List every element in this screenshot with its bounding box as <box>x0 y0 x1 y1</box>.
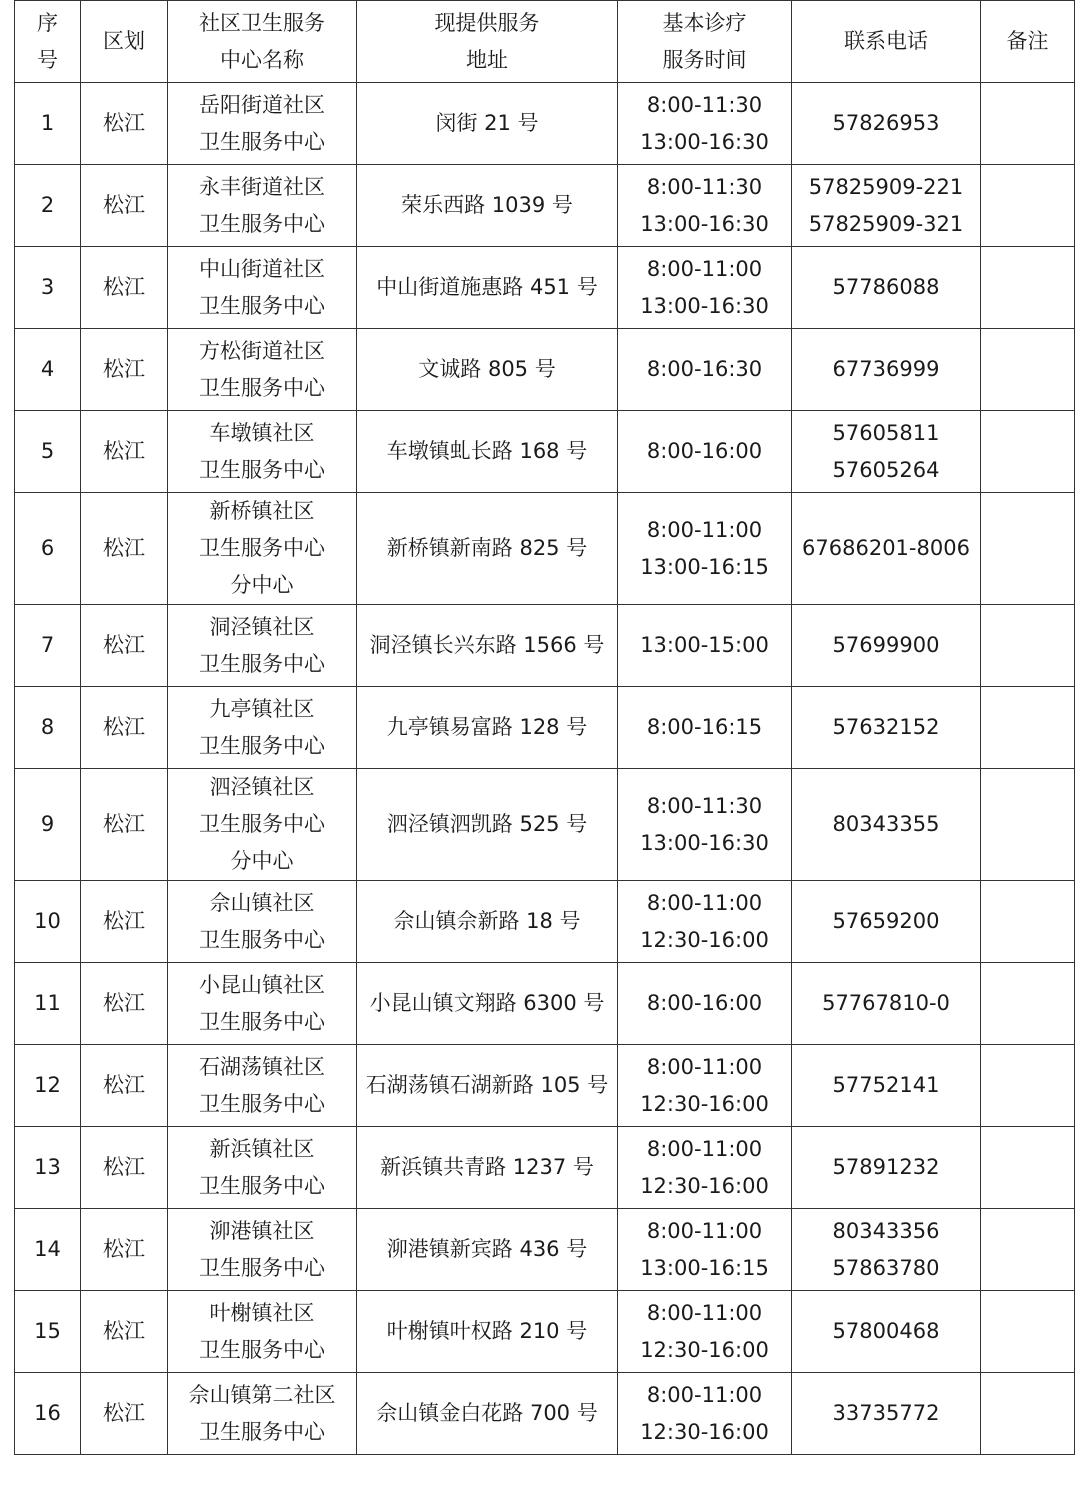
service-center-table <box>14 0 1075 1455</box>
document-page <box>14 0 1074 1455</box>
cell-hours-line: 13:00-16:15 <box>640 554 769 579</box>
cell-phone-line: 33735772 <box>832 1401 940 1425</box>
cell-center-name-line: 卫生服务中心 <box>199 211 325 236</box>
cell-center-name-line: 卫生服务中心 <box>199 1337 325 1362</box>
header-center-name-line: 社区卫生服务 <box>199 10 325 35</box>
cell-phone <box>792 605 981 687</box>
cell-address: 新浜镇共青路 1237 号 <box>357 1127 618 1209</box>
table-row <box>15 605 1075 687</box>
cell-center-name-line: 新桥镇社区 <box>209 499 315 523</box>
cell-hours-line: 8:00-16:00 <box>646 991 763 1015</box>
cell-center-name-line: 方松街道社区 <box>199 338 325 363</box>
cell-phone-line: 57825909-321 <box>808 211 964 236</box>
cell-district: 松江 <box>81 247 168 329</box>
cell-address: 中山街道施惠路 451 号 <box>357 247 618 329</box>
cell-district: 松江 <box>81 493 168 605</box>
cell-address: 佘山镇金白花路 700 号 <box>357 1373 618 1455</box>
cell-phone <box>792 1045 981 1127</box>
cell-center-name-line: 卫生服务中心 <box>199 536 325 560</box>
cell-hours-line: 12:30-16:00 <box>640 1173 769 1198</box>
cell-hours <box>618 963 792 1045</box>
cell-hours <box>618 83 792 165</box>
cell-center-name-line: 泖港镇社区 <box>209 1218 315 1243</box>
cell-center-name-line: 卫生服务中心 <box>199 1091 325 1116</box>
cell-note <box>981 247 1075 329</box>
cell-phone-line: 67736999 <box>832 357 940 381</box>
cell-center-name-line: 卫生服务中心 <box>199 1255 325 1280</box>
header-center-name-line: 中心名称 <box>220 47 304 72</box>
cell-phone <box>792 329 981 411</box>
cell-hours-line: 8:00-11:00 <box>646 517 763 542</box>
cell-hours-line: 12:30-16:00 <box>640 927 769 952</box>
cell-hours <box>618 1373 792 1455</box>
cell-district: 松江 <box>81 411 168 493</box>
cell-hours <box>618 1209 792 1291</box>
cell-note <box>981 605 1075 687</box>
cell-address: 文诚路 805 号 <box>357 329 618 411</box>
cell-district: 松江 <box>81 963 168 1045</box>
cell-address: 叶榭镇叶权路 210 号 <box>357 1291 618 1373</box>
cell-hours <box>618 493 792 605</box>
cell-district: 松江 <box>81 165 168 247</box>
cell-phone-line: 57786088 <box>832 275 940 299</box>
header-note <box>981 1 1075 83</box>
cell-phone-line: 57699900 <box>832 633 940 657</box>
cell-phone-line: 57800468 <box>832 1319 940 1343</box>
cell-hours <box>618 1045 792 1127</box>
cell-hours <box>618 769 792 881</box>
cell-no: 10 <box>15 881 81 963</box>
cell-center-name-line: 卫生服务中心 <box>199 812 325 836</box>
cell-hours-line: 8:00-11:00 <box>646 1136 763 1161</box>
cell-no: 12 <box>15 1045 81 1127</box>
cell-center-name <box>168 493 357 605</box>
cell-hours-line: 8:00-11:30 <box>646 174 763 199</box>
cell-note <box>981 329 1075 411</box>
cell-phone <box>792 963 981 1045</box>
header-no <box>15 1 81 83</box>
cell-note <box>981 1291 1075 1373</box>
cell-hours <box>618 605 792 687</box>
cell-phone-line: 57605811 <box>832 420 940 445</box>
cell-center-name-line: 卫生服务中心 <box>199 457 325 482</box>
cell-hours <box>618 165 792 247</box>
cell-no: 14 <box>15 1209 81 1291</box>
cell-address: 洞泾镇长兴东路 1566 号 <box>357 605 618 687</box>
cell-address: 九亭镇易富路 128 号 <box>357 687 618 769</box>
cell-center-name <box>168 165 357 247</box>
cell-no: 15 <box>15 1291 81 1373</box>
header-center-name <box>168 1 357 83</box>
cell-phone-line: 57752141 <box>832 1073 940 1097</box>
table-row <box>15 1127 1075 1209</box>
table-header-row <box>15 1 1075 83</box>
cell-no: 11 <box>15 963 81 1045</box>
cell-district: 松江 <box>81 1045 168 1127</box>
cell-hours-line: 8:00-11:30 <box>646 793 763 818</box>
table-row <box>15 1209 1075 1291</box>
table-row <box>15 247 1075 329</box>
cell-address: 泖港镇新宾路 436 号 <box>357 1209 618 1291</box>
cell-hours-line: 8:00-11:00 <box>646 1382 763 1407</box>
table-row <box>15 1373 1075 1455</box>
cell-center-name-line: 卫生服务中心 <box>199 293 325 318</box>
cell-hours-line: 8:00-11:00 <box>646 890 763 915</box>
cell-center-name <box>168 1127 357 1209</box>
cell-phone-line: 80343355 <box>832 812 940 836</box>
header-hours-line: 基本诊疗 <box>662 10 747 35</box>
cell-no: 3 <box>15 247 81 329</box>
cell-center-name-line: 分中心 <box>230 849 294 873</box>
cell-hours <box>618 1291 792 1373</box>
cell-center-name-line: 卫生服务中心 <box>199 1009 325 1034</box>
table-body <box>15 83 1075 1455</box>
cell-hours-line: 8:00-16:15 <box>646 715 763 739</box>
cell-address: 荣乐西路 1039 号 <box>357 165 618 247</box>
cell-no: 5 <box>15 411 81 493</box>
cell-note <box>981 1045 1075 1127</box>
table-row <box>15 769 1075 881</box>
header-phone-line: 联系电话 <box>844 29 928 53</box>
header-hours <box>618 1 792 83</box>
cell-hours-line: 13:00-16:15 <box>640 1255 769 1280</box>
cell-no: 16 <box>15 1373 81 1455</box>
cell-phone-line: 57605264 <box>832 457 940 482</box>
cell-center-name-line: 洞泾镇社区 <box>209 614 315 639</box>
cell-address: 小昆山镇文翔路 6300 号 <box>357 963 618 1045</box>
cell-center-name <box>168 769 357 881</box>
cell-district: 松江 <box>81 1291 168 1373</box>
cell-center-name-line: 佘山镇社区 <box>209 890 315 915</box>
cell-address: 泗泾镇泗凯路 525 号 <box>357 769 618 881</box>
cell-center-name-line: 卫生服务中心 <box>199 1419 325 1444</box>
cell-phone <box>792 493 981 605</box>
table-row <box>15 493 1075 605</box>
cell-center-name <box>168 605 357 687</box>
cell-district: 松江 <box>81 769 168 881</box>
cell-no: 8 <box>15 687 81 769</box>
cell-hours-line: 8:00-16:00 <box>646 439 763 463</box>
cell-center-name-line: 叶榭镇社区 <box>209 1300 315 1325</box>
cell-hours-line: 13:00-16:30 <box>640 129 769 154</box>
cell-hours-line: 8:00-11:00 <box>646 256 763 281</box>
cell-hours-line: 8:00-11:00 <box>646 1054 763 1079</box>
cell-note <box>981 83 1075 165</box>
cell-note <box>981 881 1075 963</box>
cell-address: 石湖荡镇石湖新路 105 号 <box>357 1045 618 1127</box>
cell-center-name-line: 永丰街道社区 <box>199 174 325 199</box>
cell-address: 闵街 21 号 <box>357 83 618 165</box>
cell-district: 松江 <box>81 605 168 687</box>
cell-note <box>981 411 1075 493</box>
cell-district: 松江 <box>81 1209 168 1291</box>
cell-phone-line: 57767810-0 <box>822 991 950 1015</box>
cell-center-name <box>168 1045 357 1127</box>
cell-phone-line: 80343356 <box>832 1218 940 1243</box>
cell-note <box>981 165 1075 247</box>
cell-hours-line: 13:00-16:30 <box>640 211 769 236</box>
header-district <box>81 1 168 83</box>
cell-no: 4 <box>15 329 81 411</box>
cell-note <box>981 1127 1075 1209</box>
cell-note <box>981 1373 1075 1455</box>
cell-phone-line: 67686201-8006 <box>802 536 970 560</box>
cell-center-name-line: 新浜镇社区 <box>209 1136 315 1161</box>
cell-center-name-line: 卫生服务中心 <box>199 129 325 154</box>
cell-address: 新桥镇新南路 825 号 <box>357 493 618 605</box>
header-note-line: 备注 <box>1006 29 1049 53</box>
cell-center-name-line: 卫生服务中心 <box>199 651 325 676</box>
cell-hours-line: 12:30-16:00 <box>640 1419 769 1444</box>
cell-center-name <box>168 83 357 165</box>
cell-hours <box>618 329 792 411</box>
cell-center-name <box>168 687 357 769</box>
cell-center-name-line: 卫生服务中心 <box>199 1173 325 1198</box>
table-row <box>15 329 1075 411</box>
cell-center-name-line: 岳阳街道社区 <box>199 92 325 117</box>
cell-center-name-line: 车墩镇社区 <box>209 420 315 445</box>
cell-hours-line: 12:30-16:00 <box>640 1091 769 1116</box>
cell-district: 松江 <box>81 1127 168 1209</box>
cell-hours-line: 13:00-15:00 <box>640 633 769 657</box>
cell-center-name-line: 小昆山镇社区 <box>199 972 325 997</box>
header-address-line: 现提供服务 <box>434 10 540 35</box>
header-district-line: 区划 <box>103 29 145 53</box>
cell-district: 松江 <box>81 83 168 165</box>
cell-district: 松江 <box>81 687 168 769</box>
cell-hours-line: 13:00-16:30 <box>640 293 769 318</box>
cell-note <box>981 769 1075 881</box>
cell-hours <box>618 881 792 963</box>
cell-hours-line: 8:00-16:30 <box>646 357 763 381</box>
cell-no: 1 <box>15 83 81 165</box>
cell-center-name-line: 卫生服务中心 <box>199 927 325 952</box>
cell-center-name <box>168 1291 357 1373</box>
cell-hours <box>618 247 792 329</box>
cell-phone <box>792 165 981 247</box>
cell-center-name-line: 中山街道社区 <box>199 256 325 281</box>
table-row <box>15 411 1075 493</box>
cell-center-name <box>168 411 357 493</box>
cell-hours <box>618 687 792 769</box>
cell-hours <box>618 411 792 493</box>
cell-center-name-line: 佘山镇第二社区 <box>188 1382 336 1407</box>
cell-hours <box>618 1127 792 1209</box>
cell-center-name <box>168 881 357 963</box>
cell-note <box>981 963 1075 1045</box>
cell-center-name-line: 卫生服务中心 <box>199 733 325 758</box>
table-row <box>15 165 1075 247</box>
cell-note <box>981 687 1075 769</box>
table-row <box>15 1291 1075 1373</box>
header-no-line: 序 <box>37 10 58 35</box>
cell-address: 车墩镇虬长路 168 号 <box>357 411 618 493</box>
cell-phone-line: 57826953 <box>832 111 940 135</box>
cell-center-name-line: 分中心 <box>230 573 294 597</box>
cell-district: 松江 <box>81 329 168 411</box>
cell-center-name <box>168 963 357 1045</box>
table-row <box>15 881 1075 963</box>
cell-phone <box>792 1373 981 1455</box>
cell-center-name <box>168 247 357 329</box>
cell-address: 佘山镇佘新路 18 号 <box>357 881 618 963</box>
cell-center-name <box>168 1209 357 1291</box>
header-address <box>357 1 618 83</box>
cell-center-name-line: 卫生服务中心 <box>199 375 325 400</box>
cell-phone <box>792 881 981 963</box>
cell-center-name-line: 九亭镇社区 <box>209 696 315 721</box>
cell-hours-line: 12:30-16:00 <box>640 1337 769 1362</box>
cell-phone <box>792 1209 981 1291</box>
cell-no: 13 <box>15 1127 81 1209</box>
cell-hours-line: 8:00-11:00 <box>646 1300 763 1325</box>
cell-phone-line: 57659200 <box>832 909 940 933</box>
table-row <box>15 1045 1075 1127</box>
cell-no: 9 <box>15 769 81 881</box>
cell-phone <box>792 1127 981 1209</box>
cell-phone-line: 57863780 <box>832 1255 940 1280</box>
table-row <box>15 963 1075 1045</box>
cell-phone-line: 57632152 <box>832 715 940 739</box>
cell-hours-line: 8:00-11:00 <box>646 1218 763 1243</box>
cell-phone <box>792 687 981 769</box>
cell-phone <box>792 411 981 493</box>
cell-hours-line: 8:00-11:30 <box>646 92 763 117</box>
cell-center-name-line: 石湖荡镇社区 <box>199 1054 325 1079</box>
cell-no: 7 <box>15 605 81 687</box>
cell-center-name <box>168 1373 357 1455</box>
cell-no: 2 <box>15 165 81 247</box>
cell-district: 松江 <box>81 881 168 963</box>
cell-hours-line: 13:00-16:30 <box>640 830 769 855</box>
cell-note <box>981 1209 1075 1291</box>
table-row <box>15 83 1075 165</box>
cell-phone-line: 57891232 <box>832 1155 940 1179</box>
header-hours-line: 服务时间 <box>662 47 747 72</box>
cell-phone <box>792 769 981 881</box>
header-phone <box>792 1 981 83</box>
cell-phone <box>792 83 981 165</box>
cell-note <box>981 493 1075 605</box>
cell-phone <box>792 1291 981 1373</box>
table-row <box>15 687 1075 769</box>
cell-no: 6 <box>15 493 81 605</box>
header-address-line: 地址 <box>466 47 508 72</box>
cell-district: 松江 <box>81 1373 168 1455</box>
cell-center-name <box>168 329 357 411</box>
header-no-line: 号 <box>37 47 58 72</box>
cell-center-name-line: 泗泾镇社区 <box>209 775 315 799</box>
cell-phone <box>792 247 981 329</box>
cell-phone-line: 57825909-221 <box>808 174 964 199</box>
